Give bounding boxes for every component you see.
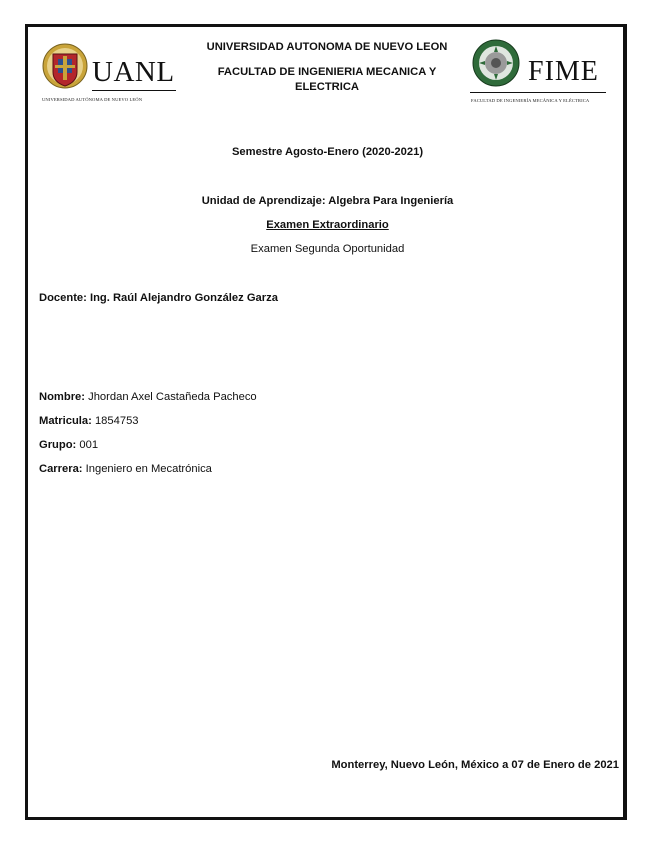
student-id-value: 1854753 <box>94 415 139 427</box>
faculty-name: FACULTAD DE INGENIERIA MECANICA Y ELECTRICA <box>217 66 437 93</box>
student-name <box>39 391 257 403</box>
course-title: Unidad de Aprendizaje: Algebra Para Ingeniería <box>201 195 454 207</box>
student-career <box>39 463 212 475</box>
semester: Semestre Agosto-Enero (2020-2021) <box>231 146 424 158</box>
fime-wordmark: FIME <box>528 56 599 87</box>
teacher: Docente: Ing. Raúl Alejandro González Garza <box>39 292 278 304</box>
student-group-value: 001 <box>79 439 99 451</box>
uanl-shield-icon <box>42 42 88 92</box>
fime-rule <box>470 92 606 93</box>
uanl-rule <box>92 90 176 91</box>
student-id <box>39 415 139 427</box>
exam-subtitle: Examen Segunda Oportunidad <box>250 243 405 255</box>
student-group <box>39 439 98 451</box>
fime-logo <box>470 38 610 106</box>
fime-seal-icon <box>472 38 520 90</box>
student-name-label: Nombre: <box>39 391 85 403</box>
header-titles <box>187 40 467 95</box>
exam-title: Examen Extraordinario <box>266 219 389 231</box>
uanl-caption: UNIVERSIDAD AUTÓNOMA DE NUEVO LEÓN <box>42 97 143 102</box>
uanl-wordmark: UANL <box>92 56 175 88</box>
student-group-label: Grupo: <box>39 439 77 451</box>
student-name-value: Jhordan Axel Castañeda Pacheco <box>88 391 257 403</box>
place-date: Monterrey, Nuevo León, México a 07 de Enero de 2021 <box>331 759 619 771</box>
student-id-label: Matricula: <box>39 415 92 427</box>
university-name: UNIVERSIDAD AUTONOMA DE NUEVO LEON <box>206 41 448 53</box>
student-career-value: Ingeniero en Mecatrónica <box>85 463 212 475</box>
fime-caption: FACULTAD DE INGENIERÍA MECÁNICA Y ELÉCTRICA <box>471 98 590 103</box>
student-career-label: Carrera: <box>39 463 83 475</box>
uanl-logo <box>40 42 180 106</box>
